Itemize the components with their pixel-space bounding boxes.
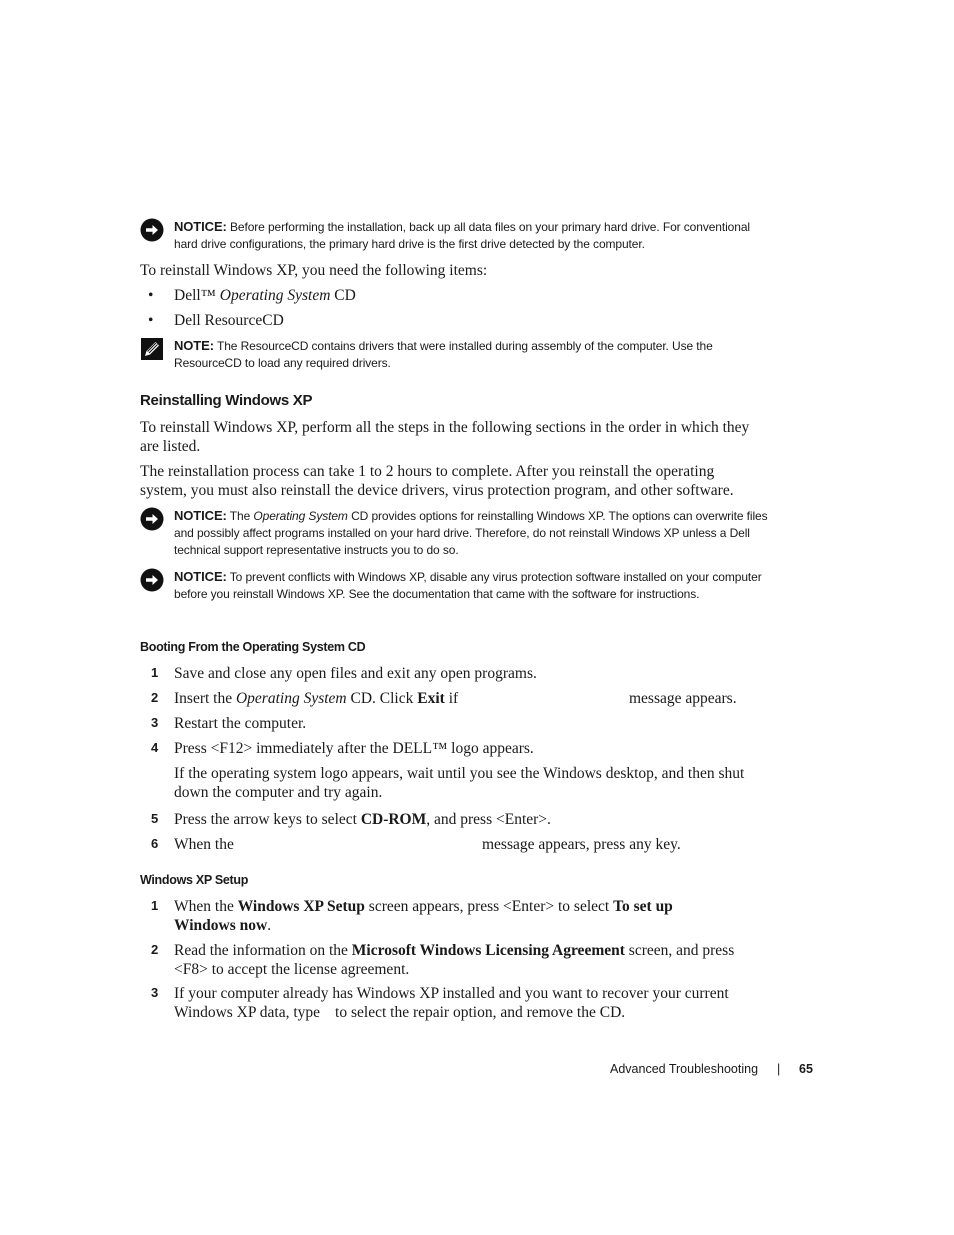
section-title: Reinstalling Windows XP — [140, 392, 313, 409]
step-number: 3 — [151, 715, 159, 730]
bullet-item-resourcecd: Dell ResourceCD — [174, 312, 284, 329]
bullet-marker: • — [148, 312, 154, 329]
notice-icon — [140, 218, 164, 242]
step-number: 2 — [151, 690, 159, 705]
step-number: 5 — [151, 811, 159, 826]
boot-step-4: Press <F12> immediately after the DELL™ logo appears. — [174, 740, 534, 757]
step-number: 6 — [151, 836, 159, 851]
boot-step-1: Save and close any open files and exit any open programs. — [174, 665, 537, 682]
note-label: NOTE: — [174, 338, 214, 353]
note-pencil-icon — [140, 337, 164, 361]
notice-3-text: NOTICE: To prevent conflicts with Windows XP, disable any virus protection software installed on your computer before you reinstall Windows XP. See the documentation that came with the software for instructions. — [174, 569, 762, 601]
step-number: 4 — [151, 740, 159, 755]
intro-paragraph: To reinstall Windows XP, you need the following items: — [140, 262, 488, 279]
step-number: 1 — [151, 665, 159, 680]
setup-step-1: When the Windows XP Setup screen appears, press <Enter> to select To set up Windows now. — [174, 898, 673, 934]
footer-section-name: Advanced Troubleshooting — [610, 1062, 759, 1076]
footer-separator: | — [777, 1062, 781, 1076]
notice-label: NOTICE: — [174, 508, 227, 523]
notice-label: NOTICE: — [174, 219, 227, 234]
boot-step-5: Press the arrow keys to select CD-ROM, and press <Enter>. — [174, 811, 551, 828]
notice-icon — [140, 568, 164, 592]
page-number: 65 — [799, 1062, 813, 1076]
paragraph-2: The reinstallation process can take 1 to 2 hours to complete. After you reinstall the operating system, you must also reinstall the device drivers, virus protection program, and other software. — [140, 463, 734, 499]
bullet-item-os-cd: Dell™ Operating System CD — [174, 287, 356, 304]
subsection-title-booting: Booting From the Operating System CD — [140, 640, 366, 654]
subsection-title-setup: Windows XP Setup — [140, 873, 249, 887]
step-number: 3 — [151, 985, 159, 1000]
setup-step-3: If your computer already has Windows XP installed and you want to recover your current Windows XP data, type to select the repair option, and remove the CD. — [174, 985, 729, 1021]
notice-1-text: NOTICE: Before performing the installation, back up all data files on your primary hard drive. For conventional hard drive configurations, the primary hard drive is the first drive detected by the computer. — [174, 219, 750, 251]
boot-step-3: Restart the computer. — [174, 715, 307, 732]
boot-step-6: When the — [174, 836, 234, 853]
step-number: 1 — [151, 898, 159, 913]
boot-step-4-detail: If the operating system logo appears, wait until you see the Windows desktop, and then shut down the computer and try again. — [174, 765, 745, 801]
boot-step-6-end: message appears, press any key. — [482, 836, 681, 853]
step-number: 2 — [151, 942, 159, 957]
setup-step-2: Read the information on the Microsoft Windows Licensing Agreement screen, and press <F8> to accept the license agreement. — [174, 942, 735, 978]
boot-step-2: Insert the Operating System CD. Click Exit if — [174, 690, 459, 707]
notice-2-text: NOTICE: The Operating System CD provides options for reinstalling Windows XP. The options can overwrite files and possibly affect programs installed on your hard drive. Therefore, do not reinstall Windows XP unless a Dell technical support representative instructs you to do so. — [174, 508, 768, 557]
note-1-text: NOTE: The ResourceCD contains drivers that were installed during assembly of the computer. Use the ResourceCD to load any required drivers. — [174, 338, 713, 370]
notice-label: NOTICE: — [174, 569, 227, 584]
bullet-marker: • — [148, 287, 154, 304]
boot-step-2-end: message appears. — [629, 690, 737, 707]
paragraph-1: To reinstall Windows XP, perform all the steps in the following sections in the order in which they are listed. — [140, 419, 750, 455]
notice-icon — [140, 507, 164, 531]
